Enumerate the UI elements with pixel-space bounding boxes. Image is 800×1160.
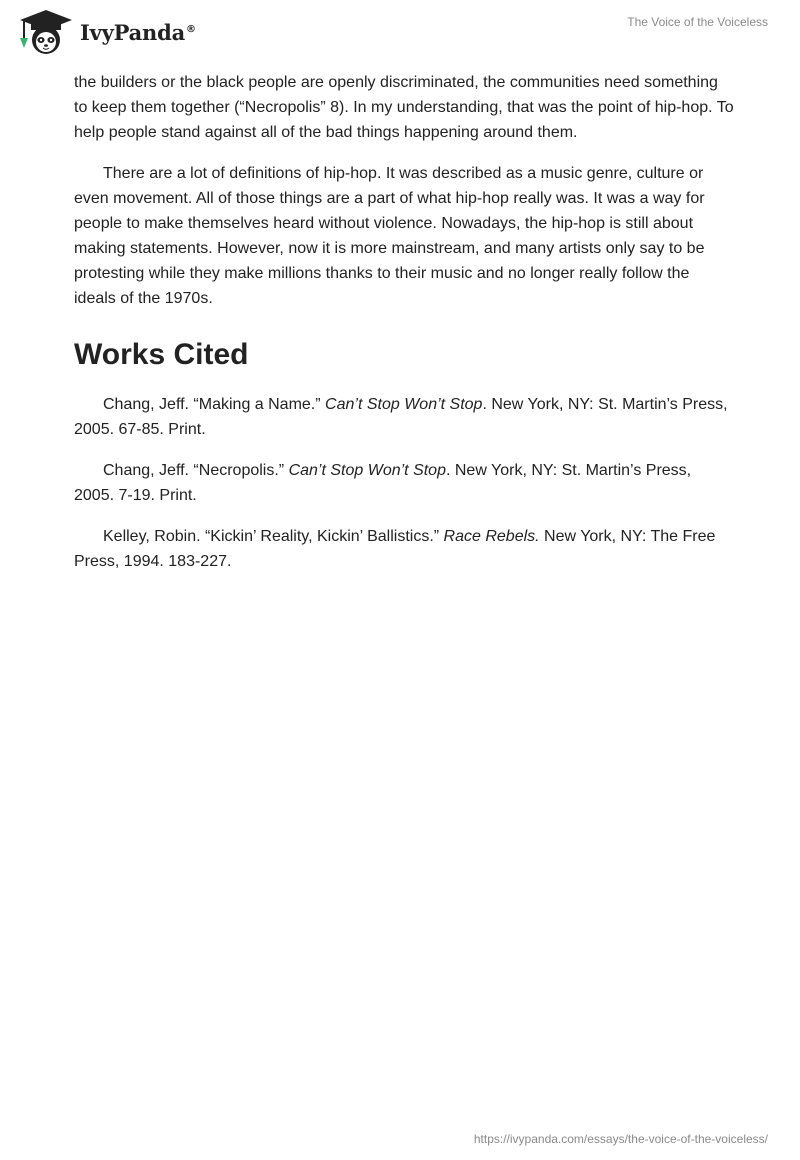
brand-name bbox=[80, 20, 196, 45]
ivypanda-logo[interactable] bbox=[16, 8, 196, 56]
citation-author: Chang, Jeff. “Necropolis.” bbox=[103, 462, 289, 479]
brand-text: IvyPanda bbox=[80, 19, 186, 45]
document-title: The Voice of the Voiceless bbox=[627, 15, 768, 29]
citation-book-title: Can’t Stop Won’t Stop bbox=[325, 396, 483, 413]
page-header bbox=[0, 0, 800, 66]
panda-graduate-logo-icon bbox=[16, 8, 74, 56]
body-paragraph-continued: the builders or the black people are openly discriminated, the communities need something to keep them together (“Necropolis” 8). In my understanding, that was the point of hip-hop. To help people stand against all of the bad things happening around them. bbox=[74, 74, 734, 141]
citation-details: . New York, NY: St. Martin’s Press, 2005. 67-85. Print. bbox=[74, 396, 728, 438]
citation-entry bbox=[74, 458, 734, 508]
citation-author: Kelley, Robin. “Kickin’ Reality, Kickin’ Ballistics.” bbox=[103, 528, 444, 545]
citation-book-title: Can’t Stop Won’t Stop bbox=[288, 462, 446, 479]
registered-mark: ® bbox=[186, 23, 196, 35]
citation-entry bbox=[74, 392, 734, 442]
citation-book-title: Race Rebels. bbox=[443, 528, 540, 545]
essay-content bbox=[74, 70, 734, 590]
works-cited-heading: Works Cited bbox=[74, 338, 249, 371]
citation-details: . New York, NY: St. Martin’s Press, 2005. 7-19. Print. bbox=[74, 462, 692, 504]
citation-author: Chang, Jeff. “Making a Name.” bbox=[103, 396, 326, 413]
source-url-link[interactable]: https://ivypanda.com/essays/the-voice-of-the-voiceless/ bbox=[473, 1132, 768, 1146]
citation-entry bbox=[74, 524, 734, 574]
body-paragraph: There are a lot of definitions of hip-hop. It was described as a music genre, culture or even movement. All of those things are a part of what hip-hop really was. It was a way for people to make themselves heard without violence. Nowadays, the hip-hop is still about making statements. However, now it is more mainstream, and many artists only say to be protesting while they make millions thanks to their music and no longer really follow the ideals of the 1970s. bbox=[74, 165, 705, 307]
citation-details: New York, NY: The Free Press, 1994. 183-227. bbox=[74, 528, 716, 570]
